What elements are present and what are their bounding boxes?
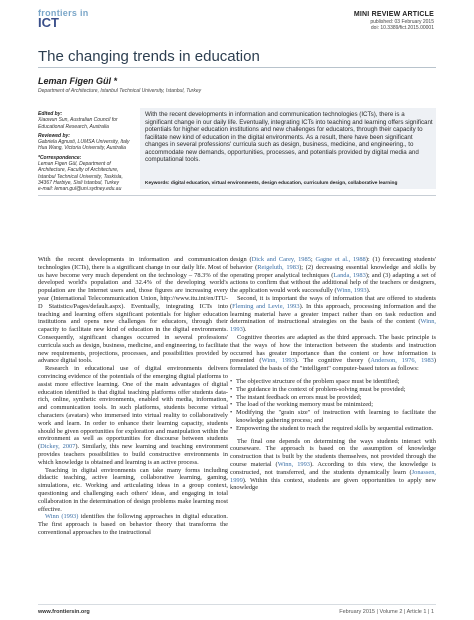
text-run: identifies the following approaches in digital education. The first approach is based on behavior theory that transforms the conventional approaches to the instructional: [38, 513, 229, 536]
list-item: • The load of the working memory must be minimized;: [230, 401, 436, 409]
paragraph: [38, 513, 228, 536]
correspondence-heading: *Correspondence:: [38, 154, 82, 161]
paragraph: [38, 365, 228, 466]
text-run: ). The cognitive theory (: [294, 357, 371, 365]
editorial-sidebar: [38, 108, 136, 193]
edited-value: Xiaowun Sun, Australian Council for Educational Research, Australia: [38, 117, 118, 130]
body-column-right: [230, 256, 436, 492]
abstract-text: With the recent developments in information and communication technologies (ICTs), there is a significant change in our daily life. Eventually, integrating ICTs into teaching and learning offers significant potentials for higher education institutions and new challenges for educators, through their capacity to facilitate new kind of education in the digital environments. As a result, there have been significant changes in several professions' curricula such as design, business, medicine, and engineering., to accommodate new demands, opportunities, processes, and potentials provided by digital media and computational tools.: [145, 111, 433, 164]
citation-link[interactable]: Dickey, 2007: [40, 443, 76, 451]
citation-link[interactable]: Winn (1993): [45, 513, 79, 521]
text-run: ). According to this view, the knowledge is constructed, not transferred, and the students dynamically learn (: [230, 460, 437, 476]
citation-link[interactable]: Dick and Carey, 1985: [251, 256, 311, 263]
journal-logo: [38, 8, 89, 28]
citation-link[interactable]: Jonassen, 1999: [230, 468, 436, 484]
text-run: design (: [230, 256, 252, 263]
article-title: The changing trends in education: [38, 48, 260, 65]
keywords: Keywords: digital education, virtual environments, design education, curriculum design, collaborative learning: [145, 181, 398, 186]
list-item: • Modifying the "grain size" of instruction with learning to facilitate the knowledge gathering process; and: [230, 409, 436, 425]
text-run: ): (1) forecasting students' behavior (: [230, 256, 436, 271]
article-type: MINI REVIEW ARTICLE: [353, 11, 434, 18]
citation-link[interactable]: Landa, 1983: [333, 271, 366, 279]
body-column-left: [38, 256, 228, 537]
list-item: • The objective structure of the problem space must be identified;: [230, 378, 436, 386]
author-affiliation: Department of Architecture, Istanbul Technical University, Istanbul, Turkey: [38, 88, 202, 94]
reviewer-2: Hua Wang, Victoria University, Australia: [38, 145, 126, 152]
footer-rule: [38, 604, 436, 605]
citation-link[interactable]: Reigeluth, 1983: [257, 263, 300, 271]
text-run: Second, it is important the ways of information that are offered to students (: [230, 294, 436, 310]
text-run: ).: [366, 287, 371, 295]
text-run: The final one depends on determining the ways students interact with courseware. The approach is based on the assumption of knowledge construction that is built by the students themselves, not provided through the course material (: [230, 437, 436, 468]
article-meta: [354, 12, 434, 32]
edited-heading: Edited by:: [38, 111, 63, 117]
reviewed-heading: Reviewed by:: [38, 132, 70, 139]
citation-link[interactable]: Winn, 1993: [230, 318, 436, 334]
logo-line-2: ICT: [38, 15, 59, 30]
paragraph: Teaching in digital environments can take many forms including didactic teaching, active learning, collaborative learning, gaming, simulations, etc. Working and articulating ideas in a group context, questioning and challenging each others' ideas, and engaging in total collaboration in the determination of design problems make learning most effective.: [38, 466, 228, 513]
logo-line-1: frontiers in: [38, 8, 89, 18]
issue-info: February 2015 | Volume 2 | Article 1 | 1: [339, 609, 434, 615]
citation-link[interactable]: Winn, 1993: [336, 287, 367, 295]
citation-link[interactable]: Anderson, 1976, 1983: [370, 357, 434, 365]
paragraph: [230, 295, 436, 334]
citation-link[interactable]: Winn, 1993: [261, 357, 295, 365]
paragraph: [230, 438, 436, 493]
paragraph: With the recent developments in information and communication technologies (ICTs), there is a significant change in our daily life. Most of us have become very much dependent on the technology – 78.3% of the developed world's population and 32.4% of the developing world's population are the Internet users and, those figures are increasing every year (International Telecommunication Union, http://www.itu.int/en/ITU-D Statistics/Pages/default.aspx). Eventually, integrating ICTs into teaching and learning offers significant potentials for higher education institutions and opens new challenges for educators, through their capacity to facilitate new kind of education in the digital environments. Consequently, significant changes occurred in several professions' curricula such as design, business, medicine, and engineering, to facilitate new requirements, projections, processes, and possibilities provided by advance digital tools.: [38, 256, 228, 365]
citation-link[interactable]: Gagne et al., 1988: [315, 256, 366, 263]
correspondence-address: Leman Figen Gül, Department of Architecture, Faculty of Architecture, Istanbul Technical University, Taskisla, 34367 Harbiye, Sisli Istanbul, Turkey: [38, 161, 123, 186]
correspondence-email[interactable]: e-mail: leman.gul@uni.sydney.edu.au: [38, 186, 122, 193]
bullet-list: [230, 378, 436, 433]
published-date: published: 03 February 2015: [370, 18, 434, 25]
text-run: Research in educational use of digital environments delivers convincing evidence of the potentials of the emerging digital platforms to assist more effective learning. One of the main advantages of digital education identified is that digital teaching platforms offer students data-rich, online, synthetic environments, enabled with media, information, and communication tools. In such platforms, students become virtual characters (avatars) who immersed into virtual reality to collaboratively work and learn. In order to enhance their learning capacity, students should be given opportunities for exploration and manipulation within the environment as well as opportunities for discourse between students (: [38, 365, 228, 451]
list-item: • Empowering the student to reach the required skills by sequential estimation.: [230, 425, 436, 433]
journal-website-link[interactable]: www.frontiersin.org: [38, 609, 90, 615]
list-item: • The instant feedback on errors must be provided;: [230, 394, 436, 402]
list-item: • The guidance in the context of problem-solving must be provided;: [230, 386, 436, 394]
author-name: Leman Figen Gül *: [38, 76, 118, 86]
reviewer-1: Gabriela Agnusti, LUMSA University, Italy: [38, 139, 130, 146]
doi-link[interactable]: doi: 10.3389/fict.2015.00001: [370, 25, 434, 31]
text-run: ). Similarly, this new learning and teaching environment provides teachers possibilities to build constructive environments in which knowledge is obtained and learning is an active process.: [38, 443, 228, 466]
text-run: ); (2) decreasing essential knowledge and skills by operating proper analytical techniques (: [230, 263, 436, 279]
abstract-rule: [38, 195, 436, 196]
text-run: ); and (3) adapting a set of actions to confirm that without the additional help of the teachers or designers, the application would work successfully (: [230, 271, 437, 295]
text-run: Cognitive theories are adapted as the third approach. The basic principle is that the ways of how the interaction between the students and instruction occurred has greater importance than the content or how information is presented (: [230, 333, 436, 365]
text-run: ) formulated the basis of the "intelligent" computer-based tutors as follows:: [230, 357, 437, 373]
paragraph: [230, 256, 436, 295]
paragraph: [230, 334, 436, 373]
citation-link[interactable]: Winn, 1993: [277, 460, 310, 468]
text-run: ).: [242, 326, 247, 334]
title-rule: [38, 67, 436, 68]
citation-link[interactable]: Fleming and Levie, 1993: [232, 302, 300, 310]
text-run: ). In this approach, processing information and the learning material have a greater impact rather than on task reduction and determination of instructional strategies on the basis of the content (: [230, 302, 437, 326]
text-run: ). Within this context, students are given opportunities to apply new knowledge: [230, 476, 436, 492]
text-run: ;: [310, 256, 316, 263]
